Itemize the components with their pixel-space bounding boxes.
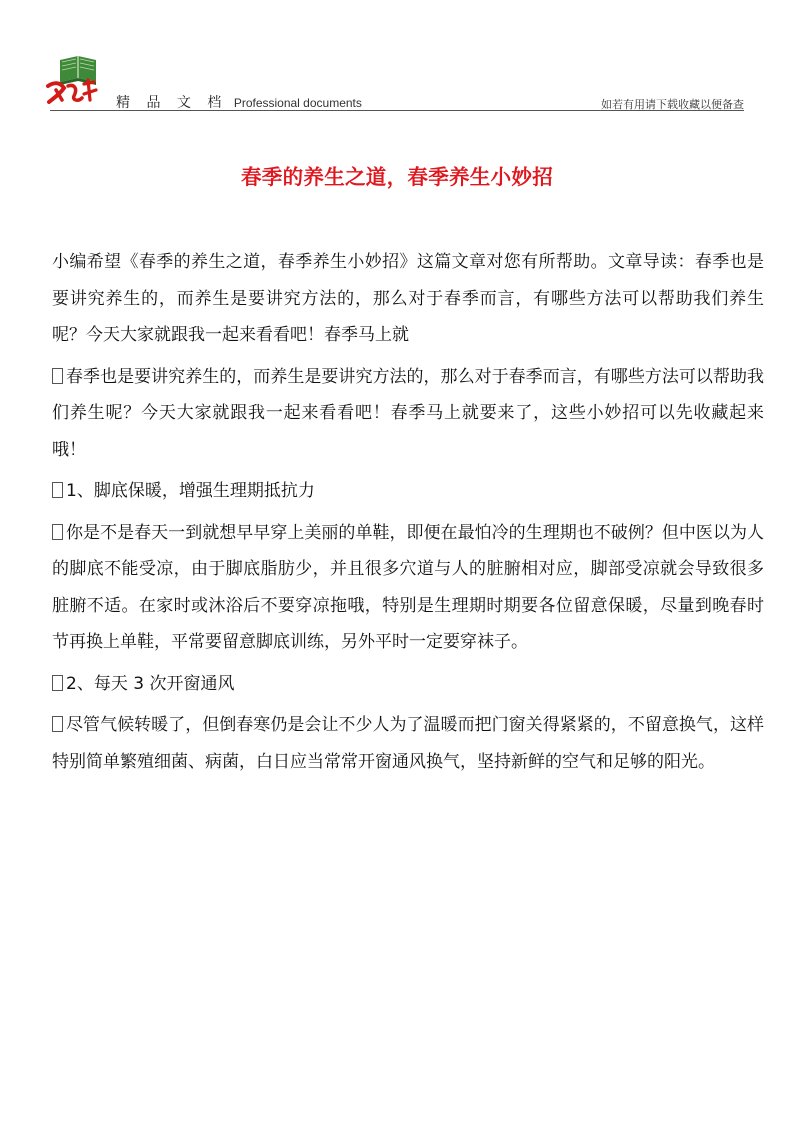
paragraph-intro	[52, 244, 764, 354]
zhishi-logo	[44, 52, 102, 104]
header-brand	[116, 92, 362, 112]
missing-glyph-box-icon	[52, 716, 63, 732]
document-title: 春季的养生之道，春季养生小妙招	[241, 165, 553, 189]
header-divider	[50, 110, 744, 111]
missing-glyph-box-icon	[52, 482, 63, 498]
section-heading	[52, 473, 764, 510]
paragraph-text: 春季也是要讲究养生的，而养生是要讲究方法的，那么对于春季而言，有哪些方法可以帮助我们养生呢？今天大家就跟我一起来看看吧！春季马上就要来了，这些小妙招可以先收藏起来哦！	[52, 366, 764, 460]
missing-glyph-box-icon	[52, 368, 63, 384]
missing-glyph-box-icon	[52, 524, 63, 540]
paragraph	[52, 359, 764, 469]
paragraph-text: 尽管气候转暖了，但倒春寒仍是会让不少人为了温暖而把门窗关得紧紧的，不留意换气，这样特别简单繁殖细菌、病菌，白日应当常常开窗通风换气，坚持新鲜的空气和足够的阳光。	[52, 715, 764, 772]
missing-glyph-box-icon	[52, 675, 63, 691]
paragraph-text: 你是不是春天一到就想早早穿上美丽的单鞋，即便在最怕冷的生理期也不破例？但中医以为人的脚底不能受凉，由于脚底脂肪少，并且很多穴道与人的脏腑相对应，脚部受凉就会导致很多脏腑不适。在家时或沐浴后不要穿凉拖哦，特别是生理期时期要各位留意保暖，尽量到晚春时节再换上单鞋，平常要留意脚底训练，另外平时一定要穿袜子。	[52, 522, 764, 652]
section-heading-text: 2、每天 3 次开窗通风	[66, 673, 235, 694]
paragraph-text: 小编希望《春季的养生之道，春季养生小妙招》这篇文章对您有所帮助。文章导读：春季也是要讲究养生的，而养生是要讲究方法的，那么对于春季而言，有哪些方法可以帮助我们养生呢？今天大家就跟我一起来看看吧！春季马上就	[52, 252, 764, 345]
paragraph	[52, 515, 764, 661]
document-body	[52, 244, 764, 780]
page-header	[0, 0, 794, 115]
section-heading	[52, 666, 764, 703]
brand-cn: 精 品 文 档	[116, 95, 228, 111]
paragraph	[52, 707, 764, 780]
header-note: 如若有用请下载收藏以便备查	[601, 98, 744, 111]
brand-en: Professional documents	[233, 96, 362, 110]
section-heading-text: 1、脚底保暖，增强生理期抵抗力	[66, 481, 315, 501]
